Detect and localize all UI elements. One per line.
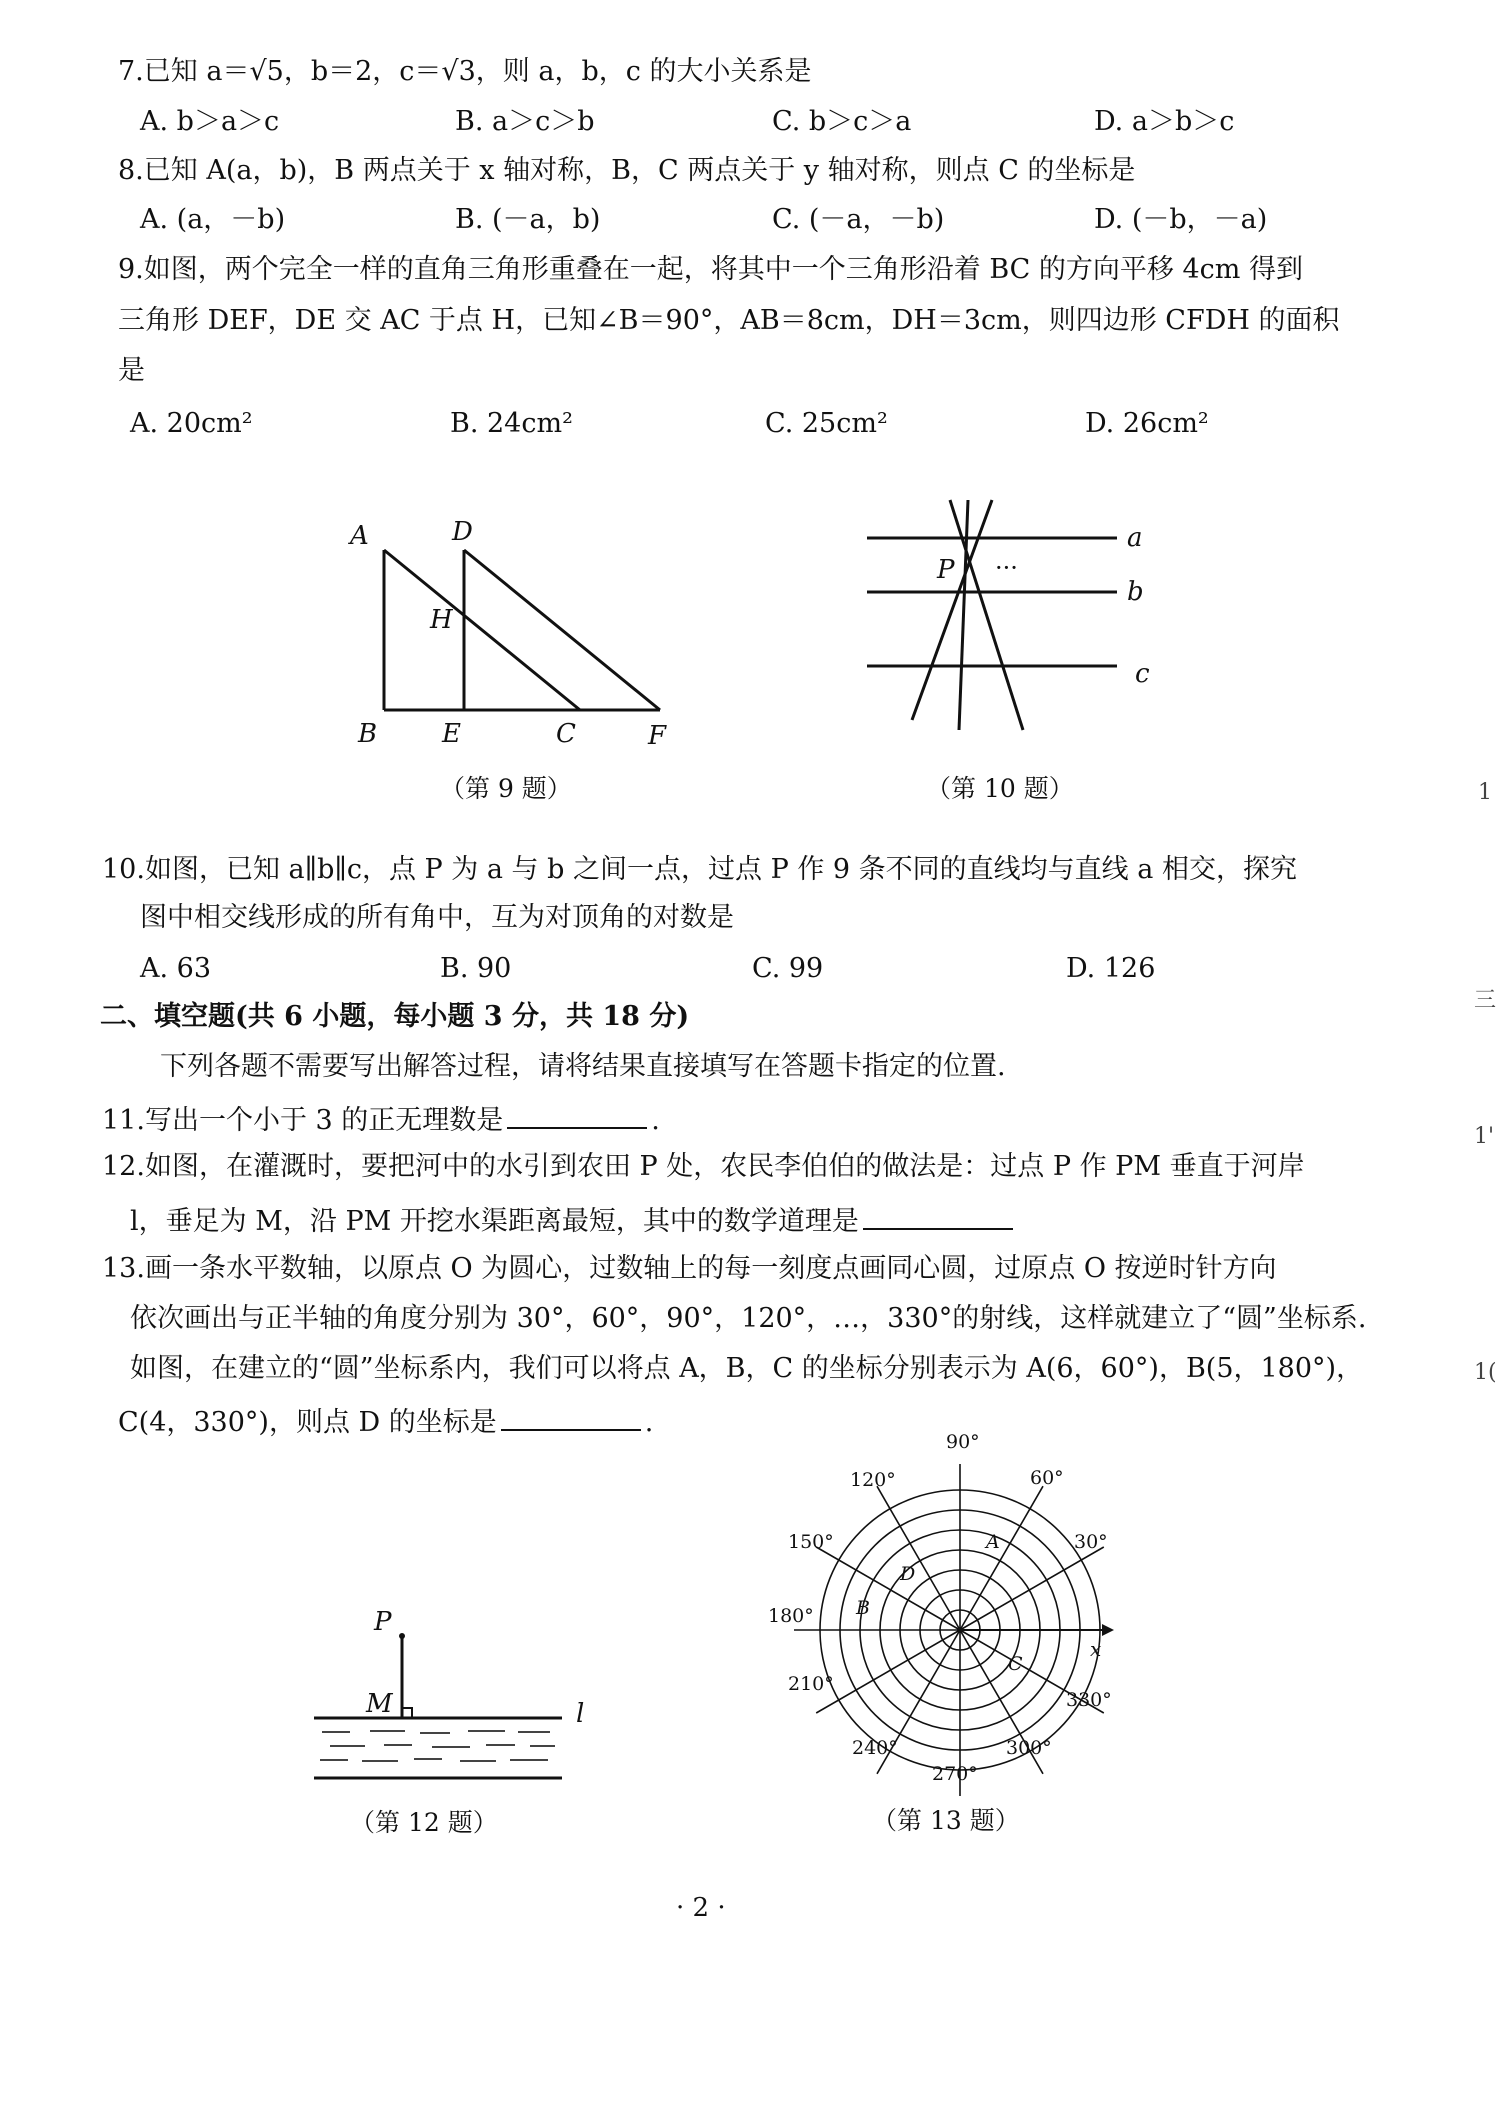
caption-fig10: （第 10 题） <box>926 774 1074 803</box>
page-number: · 2 · <box>676 1893 726 1923</box>
edge-mark: 1 <box>1478 780 1492 805</box>
q13-line2: 依次画出与正半轴的角度分别为 30°，60°，90°，120°，…，330°的射线，这样就建立了“圆”坐标系. <box>130 1303 1367 1334</box>
edge-mark: 1' <box>1474 1124 1495 1149</box>
label-c: C <box>556 719 576 749</box>
q9-line3: 是 <box>118 355 145 386</box>
q10-line2: 图中相交线形成的所有角中，互为对顶角的对数是 <box>140 902 734 933</box>
label-c: c <box>1135 659 1150 689</box>
q9-option-a: A. 20cm² <box>130 408 253 439</box>
q7-option-b: B. a＞c＞b <box>455 106 595 137</box>
q7-option-c: C. b＞c＞a <box>772 106 912 137</box>
q11-stem: 11.写出一个小于 3 的正无理数是 <box>102 1105 504 1136</box>
angle-label-60: 60° <box>1030 1467 1064 1489</box>
point-label-d: D <box>900 1563 916 1585</box>
label-a: A <box>350 521 369 551</box>
figure-12 <box>300 1600 600 1820</box>
angle-label-30: 30° <box>1074 1531 1108 1553</box>
q13-answer-blank <box>501 1405 641 1431</box>
q8-stem: 8.已知 A(a，b)，B 两点关于 x 轴对称，B，C 两点关于 y 轴对称，则点 C 的坐标是 <box>118 155 1136 186</box>
label-e: E <box>442 719 461 749</box>
angle-label-120: 120° <box>850 1469 896 1491</box>
angle-label-270: 270° <box>932 1763 978 1785</box>
label-l: l <box>576 1699 585 1729</box>
q11-end: . <box>651 1105 660 1136</box>
q11 <box>102 1103 660 1134</box>
q9-line2: 三角形 DEF，DE 交 AC 于点 H，已知∠B＝90°，AB＝8cm，DH＝3cm，则四边形 CFDH 的面积 <box>118 305 1340 336</box>
section-2-title: 二、填空题(共 6 小题，每小题 3 分，共 18 分) <box>100 1001 690 1032</box>
point-label-b: B <box>856 1597 870 1619</box>
figure-13 <box>760 1428 1160 1848</box>
edge-mark: 三 <box>1474 988 1497 1013</box>
point-p <box>399 1633 405 1639</box>
q9-option-b: B. 24cm² <box>450 408 573 439</box>
q7-stem: 7.已知 a＝√5，b＝2，c＝√3，则 a，b，c 的大小关系是 <box>118 56 812 87</box>
label-h: H <box>430 605 453 635</box>
caption-fig12: （第 12 题） <box>350 1808 498 1837</box>
q12-line2 <box>130 1204 1017 1235</box>
q13-line3: 如图，在建立的“圆”坐标系内，我们可以将点 A，B，C 的坐标分别表示为 A(6，60°)，B(5，180°)， <box>130 1353 1364 1384</box>
q9-option-d: D. 26cm² <box>1085 408 1209 439</box>
tri-def-df <box>464 550 660 710</box>
section-2-instruction: 下列各题不需要写出解答过程，请将结果直接填写在答题卡指定的位置. <box>160 1051 1006 1082</box>
label-p: P <box>374 1607 392 1637</box>
angle-label-300: 300° <box>1006 1737 1052 1759</box>
angle-label-90: 90° <box>946 1431 980 1453</box>
angle-label-330: 330° <box>1066 1689 1112 1711</box>
q9-option-c: C. 25cm² <box>765 408 888 439</box>
label-b: b <box>1127 577 1144 607</box>
water-pattern <box>320 1731 555 1761</box>
q8-option-d: D. (－b，－a) <box>1094 204 1268 235</box>
caption-fig13: （第 13 题） <box>872 1806 1020 1835</box>
caption-fig9: （第 9 题） <box>440 774 572 803</box>
q13-end: . <box>644 1407 654 1438</box>
q8-option-b: B. (－a，b) <box>455 204 601 235</box>
q9-line1: 9.如图，两个完全一样的直角三角形重叠在一起，将其中一个三角形沿着 BC 的方向平移 4cm 得到 <box>118 254 1303 285</box>
label-b: B <box>358 719 378 749</box>
x-axis-arrow-icon <box>1102 1624 1114 1636</box>
q13-line4 <box>118 1405 653 1436</box>
q7-option-a: A. b＞a＞c <box>140 106 280 137</box>
label-dots: ··· <box>995 554 1018 582</box>
label-f: F <box>648 721 667 751</box>
q8-option-c: C. (－a，－b) <box>772 204 945 235</box>
axis-label-x: x <box>1090 1637 1102 1661</box>
figure-9 <box>330 510 670 750</box>
figure-10 <box>855 490 1175 750</box>
q12-line2-text: l，垂足为 M，沿 PM 开挖水渠距离最短，其中的数学道理是 <box>130 1206 859 1237</box>
q11-answer-blank <box>507 1103 647 1129</box>
label-d: D <box>452 517 473 547</box>
label-m: M <box>366 1689 393 1719</box>
q12-answer-blank <box>863 1204 1013 1230</box>
point-label-a: A <box>986 1531 1000 1553</box>
q8-option-a: A. (a，－b) <box>140 204 286 235</box>
angle-label-150: 150° <box>788 1531 834 1553</box>
q12-line1: 12.如图，在灌溉时，要把河中的水引到农田 P 处，农民李伯伯的做法是：过点 P 作 PM 垂直于河岸 <box>102 1151 1305 1182</box>
q13-line4-text: C(4，330°)，则点 D 的坐标是 <box>118 1407 497 1438</box>
q10-line1: 10.如图，已知 a∥b∥c，点 P 为 a 与 b 之间一点，过点 P 作 9 条不同的直线均与直线 a 相交，探究 <box>102 854 1297 885</box>
angle-label-240: 240° <box>852 1737 898 1759</box>
q10-option-b: B. 90 <box>440 953 512 984</box>
q10-option-c: C. 99 <box>752 953 824 984</box>
q13-line1: 13.画一条水平数轴，以原点 O 为圆心，过数轴上的每一刻度点画同心圆，过原点 O 按逆时针方向 <box>102 1253 1277 1284</box>
label-a: a <box>1127 523 1143 553</box>
q7-option-d: D. a＞b＞c <box>1094 106 1235 137</box>
edge-mark: 1( <box>1474 1360 1497 1385</box>
label-p: P <box>937 555 955 585</box>
q10-option-d: D. 126 <box>1066 953 1156 984</box>
angle-label-210: 210° <box>788 1673 834 1695</box>
angle-label-180: 180° <box>768 1605 814 1627</box>
tri-abc-ac <box>384 550 580 710</box>
q10-option-a: A. 63 <box>140 953 212 984</box>
crossing-line-2 <box>912 500 992 720</box>
point-label-c: C <box>1008 1653 1023 1675</box>
